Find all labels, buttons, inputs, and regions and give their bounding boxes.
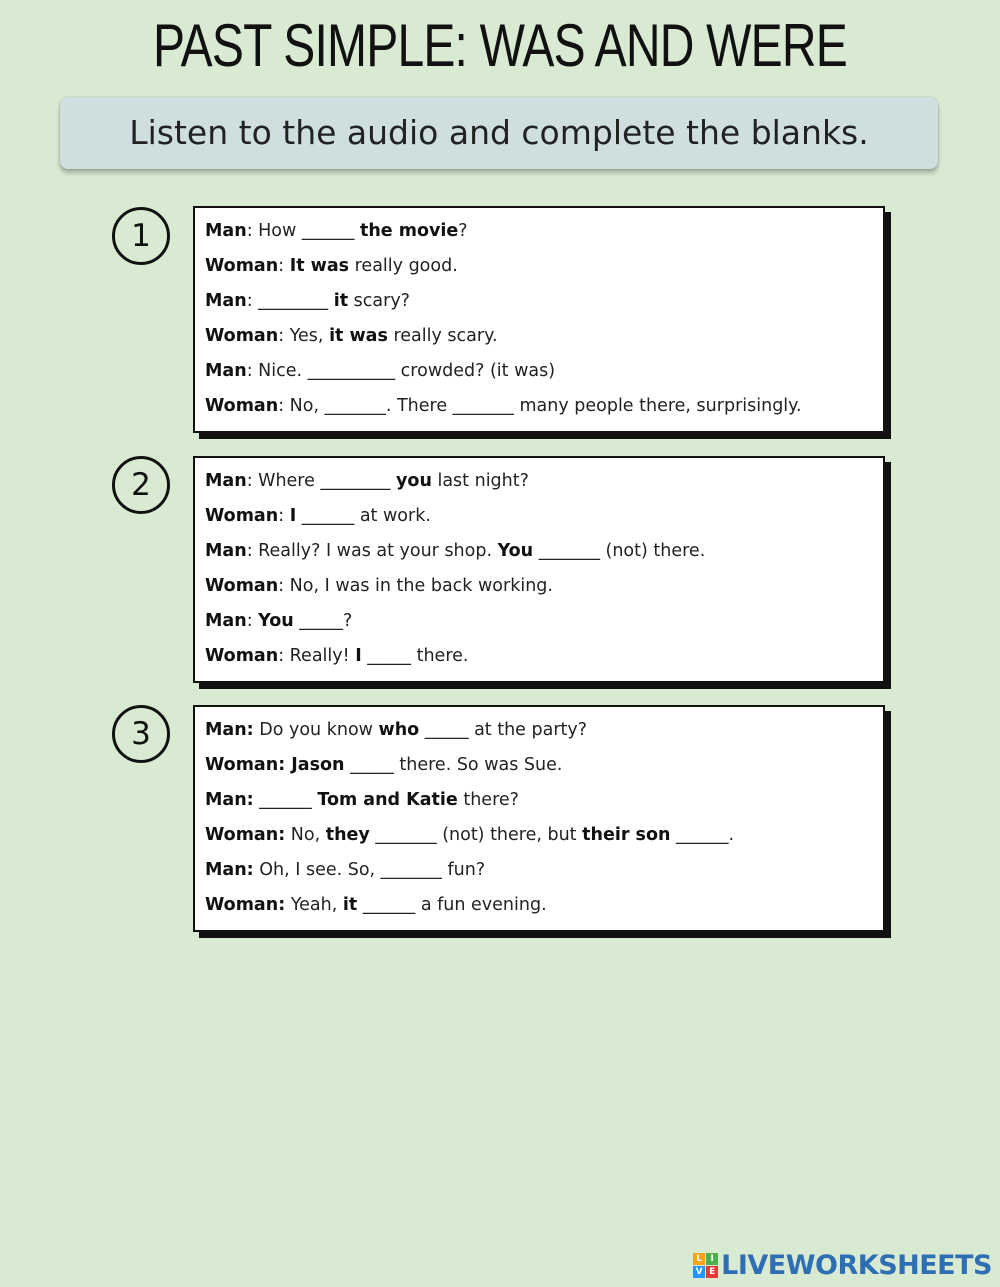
dialogue-line — [205, 569, 883, 604]
line-text: last night? — [431, 471, 529, 491]
dialogue-line — [205, 534, 883, 569]
bold-text: Woman — [205, 576, 279, 596]
dialogue-line — [205, 214, 883, 249]
dialogue-box-3 — [193, 705, 885, 932]
bold-text: Woman — [205, 506, 279, 526]
bold-text: the movie — [359, 221, 459, 241]
logo-letter: I — [706, 1253, 718, 1265]
line-text: Do you know — [253, 720, 379, 740]
line-text: : Really! — [278, 646, 356, 666]
bold-text: Man — [205, 221, 247, 241]
section-3-number: 3 — [112, 705, 170, 763]
line-text: _____ there. So was Sue. — [344, 755, 563, 775]
dialogue-line — [205, 464, 883, 499]
bold-text: Man: — [205, 720, 254, 740]
line-text: : Yes, — [278, 326, 330, 346]
bold-text: they — [325, 825, 370, 845]
line-text: there? — [457, 790, 519, 810]
bold-text: Woman: — [205, 825, 286, 845]
line-text: : ________ — [246, 291, 334, 311]
logo-letter: V — [693, 1266, 705, 1278]
logo-letter: E — [706, 1266, 718, 1278]
line-text: ______. — [670, 825, 735, 845]
bold-text: Man — [205, 611, 247, 631]
line-text: No, — [285, 825, 326, 845]
dialogue-line — [205, 604, 883, 639]
dialogue-line — [205, 389, 883, 424]
liveworksheets-logo — [693, 1250, 992, 1281]
dialogue-line — [205, 499, 883, 534]
line-text: ? — [458, 221, 468, 241]
line-text: : Really? I was at your shop. — [246, 541, 498, 561]
line-text: ______ at work. — [296, 506, 431, 526]
line-text: scary? — [348, 291, 410, 311]
logo-text: LIVEWORKSHEETS — [721, 1250, 992, 1281]
bold-text: Man — [205, 361, 247, 381]
logo-badge-icon — [693, 1253, 718, 1278]
line-text: Yeah, — [285, 895, 343, 915]
line-text: : Nice. __________ crowded? (it was) — [246, 361, 556, 381]
bold-text: Man: — [205, 790, 254, 810]
bold-text: it was — [329, 326, 388, 346]
page-title: PAST SIMPLE: WAS AND WERE — [153, 12, 847, 79]
line-text: _______ (not) there. — [533, 541, 706, 561]
dialogue-line — [205, 249, 883, 284]
bold-text: Woman — [205, 646, 279, 666]
bold-text: who — [378, 720, 420, 740]
dialogue-line — [205, 284, 883, 319]
dialogue-line — [205, 853, 883, 888]
line-text: really good. — [349, 256, 458, 276]
bold-text: Woman — [205, 256, 279, 276]
line-text: : — [278, 256, 290, 276]
dialogue-line — [205, 639, 883, 674]
line-text: _____ at the party? — [419, 720, 588, 740]
section-2-number: 2 — [112, 456, 170, 514]
bold-text: you — [396, 471, 432, 491]
line-text: _______ (not) there, but — [369, 825, 583, 845]
dialogue-line — [205, 783, 883, 818]
bold-text: Woman: — [205, 895, 286, 915]
section-1-number: 1 — [112, 207, 170, 265]
bold-text: You — [497, 541, 534, 561]
dialogue-box-1 — [193, 206, 885, 433]
line-text: _____? — [293, 611, 353, 631]
bold-text: Man — [205, 541, 247, 561]
line-text: : Where ________ — [246, 471, 397, 491]
bold-text: Man — [205, 471, 247, 491]
line-text: : No, I was in the back working. — [278, 576, 553, 596]
line-text: : — [246, 611, 259, 631]
line-text: ______ a fun evening. — [357, 895, 547, 915]
bold-text: it — [342, 895, 358, 915]
bold-text: Man: — [205, 860, 254, 880]
bold-text: their son — [582, 825, 671, 845]
bold-text: it — [333, 291, 349, 311]
dialogue-line — [205, 748, 883, 783]
line-text: _____ there. — [361, 646, 469, 666]
line-text: ______ — [253, 790, 318, 810]
bold-text: Woman — [205, 396, 279, 416]
dialogue-box-2 — [193, 456, 885, 683]
dialogue-line — [205, 713, 883, 748]
bold-text: Woman — [205, 326, 279, 346]
bold-text: I — [289, 506, 297, 526]
instruction-banner — [60, 97, 938, 169]
bold-text: You — [258, 611, 294, 631]
bold-text: Woman: Jason — [205, 755, 345, 775]
bold-text: Tom and Katie — [317, 790, 458, 810]
line-text: : — [278, 506, 290, 526]
dialogue-line — [205, 319, 883, 354]
dialogue-line — [205, 354, 883, 389]
bold-text: It was — [289, 256, 350, 276]
dialogue-line — [205, 818, 883, 853]
line-text: really scary. — [387, 326, 498, 346]
dialogue-line — [205, 888, 883, 923]
bold-text: Man — [205, 291, 247, 311]
line-text: : No, _______. There _______ many people there, surprisingly. — [278, 396, 802, 416]
line-text: Oh, I see. So, _______ fun? — [253, 860, 486, 880]
line-text: : How ______ — [246, 221, 360, 241]
logo-letter: L — [693, 1253, 705, 1265]
bold-text: I — [355, 646, 362, 666]
instruction-text: Listen to the audio and complete the blanks. — [129, 113, 869, 152]
